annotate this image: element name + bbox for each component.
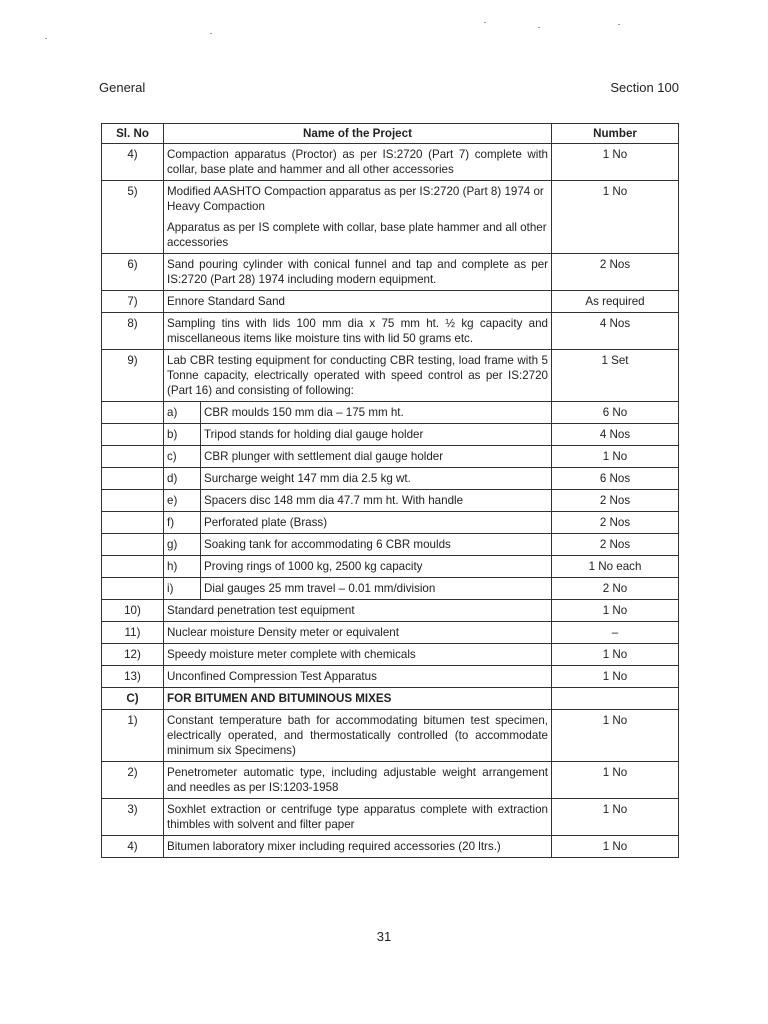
row-name (164, 181, 552, 254)
row-sl: 11) (102, 622, 164, 644)
row-text: Speedy moisture meter complete with chemicals (164, 644, 552, 666)
table-row (102, 799, 679, 836)
sub-row-number: 4 Nos (552, 424, 679, 446)
sub-row (102, 534, 679, 556)
row-text: Apparatus as per IS complete with collar, base plate hammer and all other accessories (167, 221, 547, 249)
row-sl: 8) (102, 313, 164, 350)
sub-row-text: CBR moulds 150 mm dia – 175 mm ht. (201, 402, 552, 424)
row-sl: 3) (102, 799, 164, 836)
row-text: Standard penetration test equipment (164, 600, 552, 622)
sub-row-sl-empty (102, 402, 164, 424)
row-number: As required (552, 291, 679, 313)
sub-row-text: CBR plunger with settlement dial gauge holder (201, 446, 552, 468)
sub-row-sl-empty (102, 512, 164, 534)
row-text: Soxhlet extraction or centrifuge type apparatus complete with extraction thimbles with solvent and filter paper (164, 799, 552, 836)
scan-speck (484, 22, 486, 23)
col-header-name: Name of the Project (164, 124, 552, 144)
sub-row-letter: a) (164, 402, 201, 424)
sub-row-number: 2 Nos (552, 534, 679, 556)
row-name (164, 144, 552, 181)
sub-row-letter: f) (164, 512, 201, 534)
row-sl: 7) (102, 291, 164, 313)
sub-row-letter: c) (164, 446, 201, 468)
table-row (102, 254, 679, 291)
row-text: Ennore Standard Sand (167, 295, 285, 308)
row-number: 1 Set (552, 350, 679, 402)
sub-row-sl-empty (102, 556, 164, 578)
row-text: Bitumen laboratory mixer including required accessories (20 ltrs.) (164, 836, 552, 858)
sub-row-letter: i) (164, 578, 201, 600)
sub-row-letter: b) (164, 424, 201, 446)
sub-row-text: Soaking tank for accommodating 6 CBR moulds (201, 534, 552, 556)
row-number: 1 No (552, 181, 679, 254)
row-sl: 4) (102, 836, 164, 858)
sub-row-text: Proving rings of 1000 kg, 2500 kg capacity (201, 556, 552, 578)
row-text: Constant temperature bath for accommodating bitumen test specimen, electrically operated, and thermostatically controlled (to accommodate minimum six Specimens) (164, 710, 552, 762)
row-sl: 10) (102, 600, 164, 622)
row-number: 2 Nos (552, 254, 679, 291)
row-sl: 1) (102, 710, 164, 762)
row-number: 1 No (552, 762, 679, 799)
table-row (102, 762, 679, 799)
row-text: Modified AASHTO Compaction apparatus as per IS:2720 (Part 8) 1974 or Heavy Compaction (167, 185, 544, 213)
sub-row-sl-empty (102, 490, 164, 512)
scan-speck (210, 33, 212, 34)
sub-row-letter: h) (164, 556, 201, 578)
sub-row (102, 556, 679, 578)
table-row (102, 291, 679, 313)
row-text: Nuclear moisture Density meter or equivalent (164, 622, 552, 644)
row-name (164, 254, 552, 291)
header-general: General (99, 80, 146, 95)
row-text: Lab CBR testing equipment for conducting CBR testing, load frame with 5 Tonne capacity, electrically operated with speed control as per IS:2720 (Part 16) and consisting of following: (167, 354, 548, 397)
sub-row-sl-empty (102, 534, 164, 556)
sub-row (102, 512, 679, 534)
table-row (102, 666, 679, 688)
row-sl: 4) (102, 144, 164, 181)
row-text: Sampling tins with lids 100 mm dia x 75 mm ht. ½ kg capacity and miscellaneous items like moisture tins with lid 50 grams etc. (167, 317, 548, 345)
row-sl: 6) (102, 254, 164, 291)
row-number: 1 No (552, 836, 679, 858)
sub-row-number: 2 Nos (552, 490, 679, 512)
sub-row-text: Tripod stands for holding dial gauge holder (201, 424, 552, 446)
sub-row-sl-empty (102, 468, 164, 490)
row-text: Sand pouring cylinder with conical funnel and tap and complete as per IS:2720 (Part 28) 1974 including modern equipment. (167, 258, 548, 286)
sub-row-letter: g) (164, 534, 201, 556)
section-sl: C) (102, 688, 164, 710)
row-number: 1 No (552, 710, 679, 762)
row-number: – (552, 622, 679, 644)
row-number: 1 No (552, 144, 679, 181)
table-row (102, 600, 679, 622)
scan-speck (618, 24, 620, 25)
sub-row (102, 424, 679, 446)
row-sl: 9) (102, 350, 164, 402)
row-name (164, 291, 552, 313)
sub-row-letter: e) (164, 490, 201, 512)
sub-row (102, 468, 679, 490)
table-row (102, 836, 679, 858)
sub-row (102, 490, 679, 512)
sub-row-text: Dial gauges 25 mm travel – 0.01 mm/division (201, 578, 552, 600)
equipment-table (101, 123, 679, 858)
section-title: FOR BITUMEN AND BITUMINOUS MIXES (164, 688, 552, 710)
row-text: Unconfined Compression Test Apparatus (164, 666, 552, 688)
sub-row (102, 402, 679, 424)
sub-row-text: Surcharge weight 147 mm dia 2.5 kg wt. (201, 468, 552, 490)
section-number (552, 688, 679, 710)
sub-row (102, 578, 679, 600)
table-row (102, 622, 679, 644)
table-row (102, 644, 679, 666)
col-header-number: Number (552, 124, 679, 144)
table-row (102, 144, 679, 181)
header-section: Section 100 (610, 80, 679, 95)
sub-row-number: 2 No (552, 578, 679, 600)
table-header-row (102, 124, 679, 144)
row-number: 1 No (552, 666, 679, 688)
sub-row-sl-empty (102, 424, 164, 446)
row-sl: 13) (102, 666, 164, 688)
row-text: Compaction apparatus (Proctor) as per IS:2720 (Part 7) complete with collar, base plate and hammer and all other accessories (167, 148, 548, 176)
sub-row-text: Perforated plate (Brass) (201, 512, 552, 534)
section-row (102, 688, 679, 710)
scan-speck (45, 38, 47, 39)
sub-row-text: Spacers disc 148 mm dia 47.7 mm ht. With handle (201, 490, 552, 512)
sub-row-number: 1 No (552, 446, 679, 468)
row-sl: 2) (102, 762, 164, 799)
sub-row-number: 2 Nos (552, 512, 679, 534)
table-row (102, 181, 679, 254)
scan-speck (538, 27, 540, 28)
row-number: 1 No (552, 799, 679, 836)
row-text: Penetrometer automatic type, including adjustable weight arrangement and needles as per IS:1203-1958 (164, 762, 552, 799)
row-sl: 12) (102, 644, 164, 666)
row-sl: 5) (102, 181, 164, 254)
page-number: 31 (376, 929, 392, 944)
sub-row-number: 6 No (552, 402, 679, 424)
sub-row (102, 446, 679, 468)
sub-row-number: 6 Nos (552, 468, 679, 490)
sub-row-sl-empty (102, 446, 164, 468)
row-name (164, 313, 552, 350)
row-number: 1 No (552, 600, 679, 622)
table-row (102, 350, 679, 402)
row-name (164, 350, 552, 402)
table-row (102, 710, 679, 762)
row-number: 4 Nos (552, 313, 679, 350)
col-header-sl: Sl. No (102, 124, 164, 144)
sub-row-sl-empty (102, 578, 164, 600)
sub-row-number: 1 No each (552, 556, 679, 578)
row-number: 1 No (552, 644, 679, 666)
table-row (102, 313, 679, 350)
sub-row-letter: d) (164, 468, 201, 490)
